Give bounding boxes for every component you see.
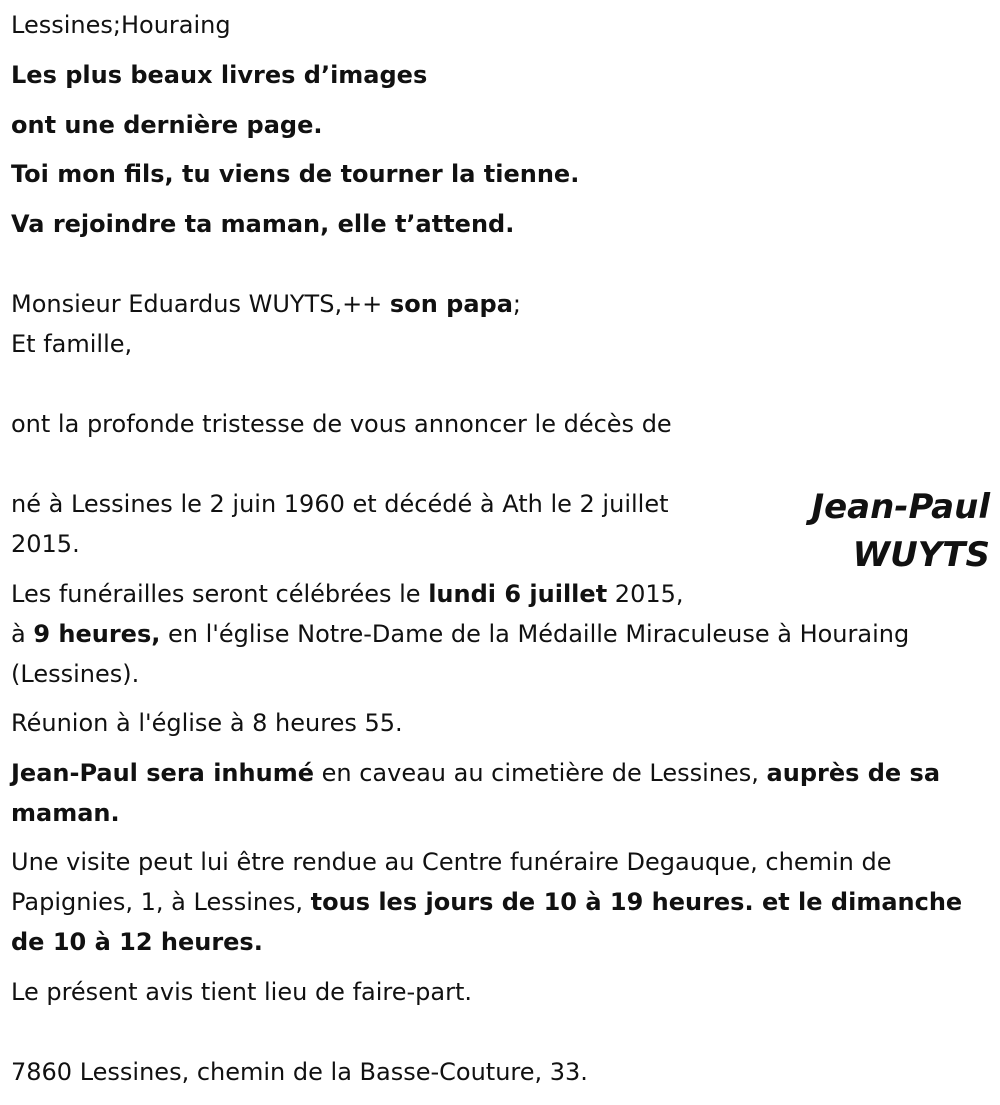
header-location: Lessines;Houraing [11, 11, 231, 39]
announcement: ont la profonde tristesse de vous annoncer le décès de [11, 410, 672, 438]
gathering: Réunion à l'église à 8 heures 55. [11, 709, 403, 737]
deceased-name [811, 483, 990, 579]
burial-line-1: Jean-Paul sera inhumé en caveau au cimetière de Lessines, auprès de sa [11, 759, 941, 787]
deceased-last-name: WUYTS [852, 535, 990, 575]
poem-line-4: Va rejoindre ta maman, elle t’attend. [11, 210, 515, 238]
poem-line-2: ont une dernière page. [11, 111, 323, 139]
funeral-time-place: à 9 heures, en l'église Notre-Dame de la Médaille Miraculeuse à Houraing [11, 620, 910, 648]
address: 7860 Lessines, chemin de la Basse-Couture, 33. [11, 1058, 588, 1086]
funeral-date: Les funérailles seront célébrées le lundi 6 juillet 2015, [11, 580, 684, 608]
family-others: Et famille, [11, 330, 133, 358]
visit-line-2: Papignies, 1, à Lessines, tous les jours de 10 à 19 heures. et le dimanche [11, 888, 963, 916]
poem-line-1: Les plus beaux livres d’images [11, 61, 428, 89]
family-father: Monsieur Eduardus WUYTS,++ son papa; [11, 290, 521, 318]
visit-line-1: Une visite peut lui être rendue au Centre funéraire Degauque, chemin de [11, 848, 892, 876]
birth-death-line-1: né à Lessines le 2 juin 1960 et décédé à Ath le 2 juillet [11, 490, 669, 518]
burial-line-2: maman. [11, 799, 120, 827]
notice: Le présent avis tient lieu de faire-part. [11, 978, 473, 1006]
deceased-first-name: Jean-Paul [811, 487, 990, 527]
funeral-place-2: (Lessines). [11, 660, 140, 688]
birth-death-line-2: 2015. [11, 530, 80, 558]
poem-line-3: Toi mon fils, tu viens de tourner la tienne. [11, 160, 580, 188]
visit-line-3: de 10 à 12 heures. [11, 928, 263, 956]
